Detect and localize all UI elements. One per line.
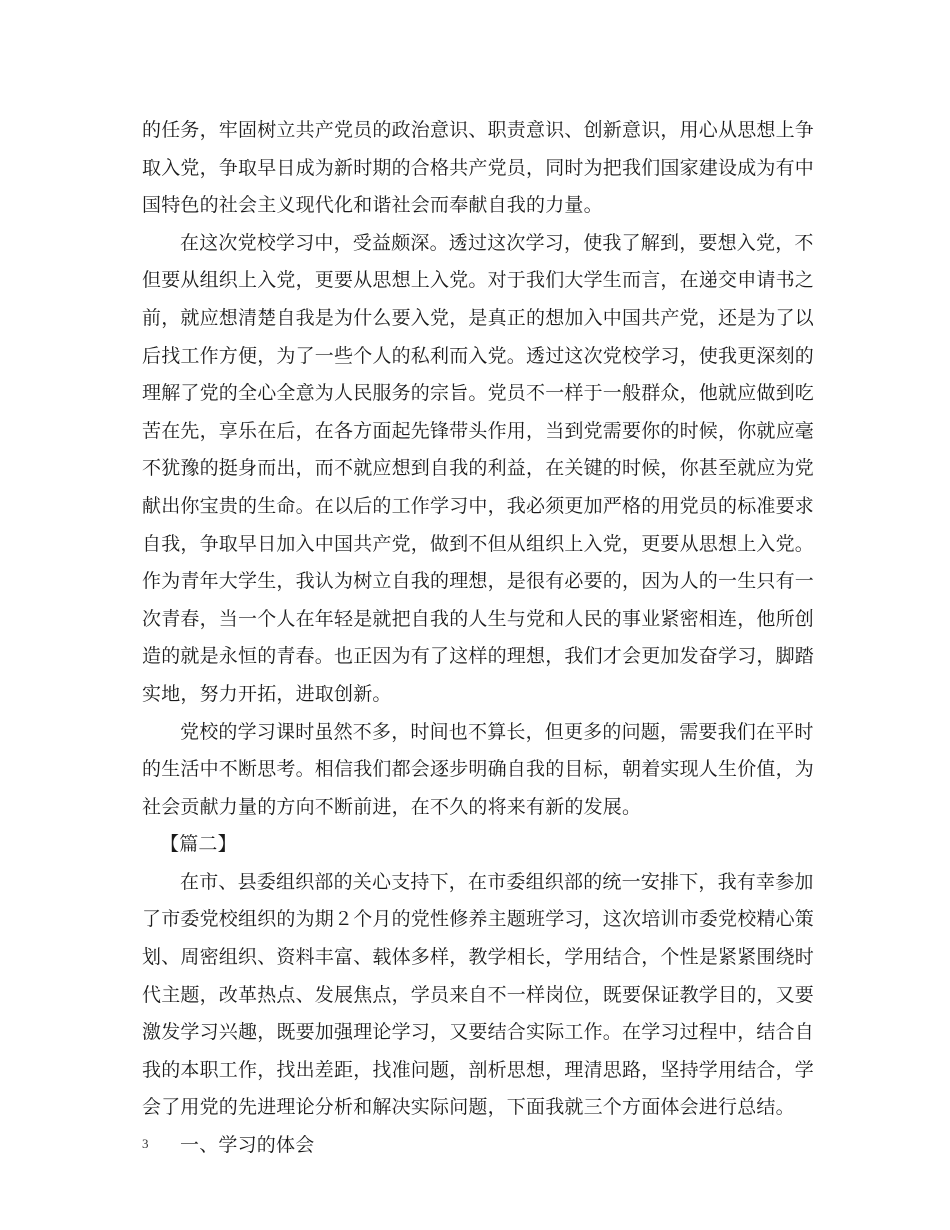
text-line: 的生活中不断思考。相信我们都会逐步明确自我的目标，朝着实现人生价值，为 [142,758,815,781]
text-line: 代主题，改革热点、发展焦点，学员来自不一样岗位，既要保证教学目的，又要 [142,983,815,1006]
subsection-heading: 一、学习的体会 [180,1134,315,1157]
text-line: 党校的学习课时虽然不多，时间也不算长，但更多的问题，需要我们在平时 [180,720,814,743]
text-line: 社会贡献力量的方向不断前进，在不久的将来有新的发展。 [142,795,642,818]
text-line: 实地，努力开拓，进取创新。 [142,682,392,705]
text-line: 取入党，争取早日成为新时期的合格共产党员，同时为把我们国家建设成为有中 [142,156,815,179]
text-line: 次青春，当一个人在年轻是就把自我的人生与党和人民的事业紧密相连，他所创 [142,607,815,630]
text-line: 会了用党的先进理论分析和解决实际问题，下面我就三个方面体会进行总结。 [142,1096,795,1119]
text-line: 国特色的社会主义现代化和谐社会而奉献自我的力量。 [142,194,603,217]
text-line: 献出你宝贵的生命。在以后的工作学习中，我必须更加严格的用党员的标准要求 [142,494,815,517]
page-number: 3 [142,1136,149,1151]
text-line: 的任务，牢固树立共产党员的政治意识、职责意识、创新意识，用心从思想上争 [142,119,815,141]
text-line: 自我，争取早日加入中国共产党，做到不但从组织上入党，更要从思想上入党。 [142,532,815,555]
text-line: 作为青年大学生，我认为树立自我的理想，是很有必要的，因为人的一生只有一 [142,570,815,593]
text-line: 我的本职工作，找出差距，找准问题，剖析思想，理清思路，坚持学用结合，学 [142,1058,815,1081]
text-line: 在这次党校学习中，受益颇深。透过这次学习，使我了解到，要想入党，不 [180,231,814,254]
text-line: 激发学习兴趣，既要加强理论学习，又要结合实际工作。在学习过程中，结合自 [142,1021,815,1044]
text-line: 不犹豫的挺身而出，而不就应想到自我的利益，在关键的时候，你甚至就应为党 [142,457,815,480]
text-line: 前，就应想清楚自我是为什么要入党，是真正的想加入中国共产党，还是为了以 [142,306,815,329]
section-heading: 【篇二】 [160,833,237,856]
document-body [142,112,815,1165]
text-line: 苦在先，享乐在后，在各方面起先锋带头作用，当到党需要你的时候，你就应毫 [142,419,815,442]
text-line: 划、周密组织、资料丰富、载体多样，教学相长，学用结合，个性是紧紧围绕时 [142,946,815,969]
text-line: 造的就是永恒的青春。也正因为有了这样的理想，我们才会更加发奋学习，脚踏 [142,645,815,668]
text-line: 了市委党校组织的为期２个月的党性修养主题班学习，这次培训市委党校精心策 [142,908,815,931]
text-line: 但要从组织上入党，更要从思想上入党。对于我们大学生而言，在递交申请书之 [142,269,815,292]
text-line: 理解了党的全心全意为人民服务的宗旨。党员不一样于一般群众，他就应做到吃 [142,382,815,405]
text-line: 后找工作方便，为了一些个人的私利而入党。透过这次党校学习，使我更深刻的 [142,344,815,367]
text-line: 在市、县委组织部的关心支持下，在市委组织部的统一安排下，我有幸参加 [180,870,814,893]
